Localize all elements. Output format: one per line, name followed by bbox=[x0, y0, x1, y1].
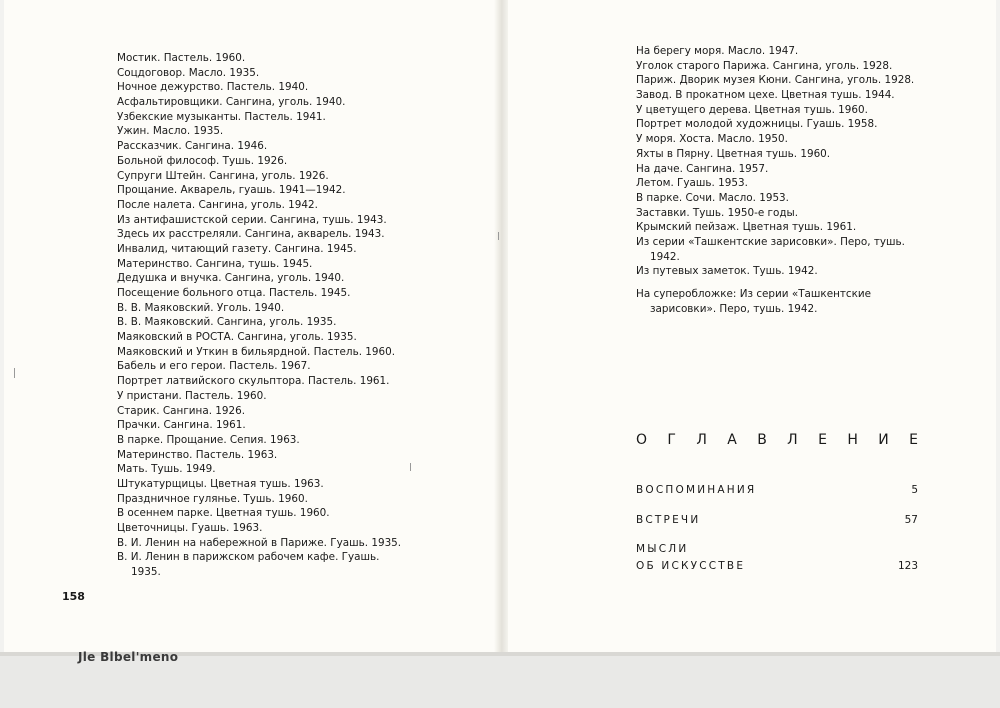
caption-entry: У пристани. Пастель. 1960. bbox=[117, 389, 267, 402]
cover-caption-continuation: зарисовки». Перо, тушь. 1942. bbox=[650, 302, 818, 315]
caption-entry: Материнство. Сангина, тушь. 1945. bbox=[117, 257, 313, 270]
right-page-captions bbox=[636, 44, 936, 316]
caption-entry: Портрет латвийского скульптора. Пастель. 1961. bbox=[117, 375, 390, 388]
toc-title-letter: А bbox=[727, 432, 737, 448]
caption-entry: У моря. Хоста. Масло. 1950. bbox=[636, 133, 788, 146]
caption-entry: В парке. Сочи. Масло. 1953. bbox=[636, 191, 789, 204]
caption-continuation: 1935. bbox=[131, 566, 161, 579]
caption-entry: Асфальтировщики. Сангина, уголь. 1940. bbox=[117, 96, 346, 109]
toc-title bbox=[636, 432, 918, 448]
toc-title-letter: И bbox=[878, 432, 889, 448]
caption-entry: Летом. Гуашь. 1953. bbox=[636, 177, 748, 190]
toc-item-memories bbox=[636, 484, 918, 496]
page-number: 158 bbox=[62, 590, 85, 603]
toc-item-page: 57 bbox=[904, 514, 918, 526]
toc-title-letter: Г bbox=[667, 432, 676, 448]
caption-entry: Заставки. Тушь. 1950-е годы. bbox=[636, 206, 799, 219]
caption-entry: Узбекские музыканты. Пастель. 1941. bbox=[117, 110, 326, 123]
cover-caption: На суперобложке: Из серии «Ташкентские bbox=[636, 288, 872, 300]
caption-entry: У цветущего дерева. Цветная тушь. 1960. bbox=[636, 103, 868, 116]
caption-entry: Из антифашистской серии. Сангина, тушь. 1943. bbox=[117, 213, 387, 226]
caption-entry: Дедушка и внучка. Сангина, уголь. 1940. bbox=[117, 272, 345, 285]
caption-entry: Ужин. Масло. 1935. bbox=[117, 125, 224, 138]
toc-title-letter: Н bbox=[847, 432, 858, 448]
caption-entry: Крымский пейзаж. Цветная тушь. 1961. bbox=[636, 221, 857, 234]
toc-item-thoughts bbox=[636, 560, 918, 572]
caption-entry: После налета. Сангина, уголь. 1942. bbox=[117, 198, 318, 211]
toc-item-label: ВСТРЕЧИ bbox=[636, 514, 701, 526]
toc-item-thoughts-line1: МЫСЛИ bbox=[636, 543, 689, 555]
caption-entry: На берегу моря. Масло. 1947. bbox=[636, 45, 799, 57]
toc-item-page: 123 bbox=[897, 560, 918, 572]
caption-entry: Инвалид, читающий газету. Сангина. 1945. bbox=[117, 242, 357, 255]
caption-entry: Материнство. Пастель. 1963. bbox=[117, 448, 278, 461]
caption-entry: Мать. Тушь. 1949. bbox=[117, 463, 216, 476]
toc-title-letter: Л bbox=[696, 432, 707, 448]
book-gutter bbox=[494, 0, 508, 652]
toc-item-page: 5 bbox=[911, 484, 918, 496]
toc-item-meetings bbox=[636, 514, 918, 526]
underlay-text: Jle Blbel'meno bbox=[78, 650, 179, 664]
caption-entry: В. В. Маяковский. Сангина, уголь. 1935. bbox=[117, 316, 337, 329]
toc-item-label: ОБ ИСКУССТВЕ bbox=[636, 560, 746, 572]
caption-entry: В. И. Ленин в парижском рабочем кафе. Гуашь. bbox=[117, 551, 380, 564]
caption-entry: В парке. Прощание. Сепия. 1963. bbox=[117, 433, 300, 446]
caption-entry: Маяковский в РОСТА. Сангина, уголь. 1935. bbox=[117, 331, 357, 344]
left-page-captions bbox=[117, 51, 477, 580]
caption-entry: В. И. Ленин на набережной в Париже. Гуашь. 1935. bbox=[117, 536, 402, 549]
toc-title-letter: Л bbox=[787, 432, 798, 448]
caption-entry: Больной философ. Тушь. 1926. bbox=[117, 154, 288, 167]
toc-title-letter: Е bbox=[909, 432, 918, 448]
caption-entry: Прощание. Акварель, гуашь. 1941—1942. bbox=[117, 184, 346, 197]
toc-title-letter: В bbox=[757, 432, 767, 448]
caption-entry: Супруги Штейн. Сангина, уголь. 1926. bbox=[117, 169, 329, 182]
caption-entry: Старик. Сангина. 1926. bbox=[117, 404, 246, 417]
caption-entry: Рассказчик. Сангина. 1946. bbox=[117, 140, 268, 153]
caption-entry: Париж. Дворик музея Кюни. Сангина, уголь. 1928. bbox=[636, 74, 915, 87]
caption-entry: Здесь их расстреляли. Сангина, акварель. 1943. bbox=[117, 228, 385, 241]
caption-entry: Цветочницы. Гуашь. 1963. bbox=[117, 522, 263, 534]
caption-entry: Мостик. Пастель. 1960. bbox=[117, 52, 246, 64]
stray-mark bbox=[410, 463, 411, 471]
caption-entry: Яхты в Пярну. Цветная тушь. 1960. bbox=[636, 147, 831, 160]
caption-entry: Из серии «Ташкентские зарисовки». Перо, тушь. bbox=[636, 235, 905, 248]
caption-entry: В осеннем парке. Цветная тушь. 1960. bbox=[117, 507, 330, 520]
caption-entry: Уголок старого Парижа. Сангина, уголь. 1928. bbox=[636, 59, 893, 72]
caption-entry: Завод. В прокатном цехе. Цветная тушь. 1944. bbox=[636, 89, 895, 102]
spacer bbox=[636, 279, 936, 287]
caption-continuation: 1942. bbox=[650, 250, 680, 263]
caption-entry: Портрет молодой художницы. Гуашь. 1958. bbox=[636, 118, 878, 131]
toc-item-label: ВОСПОМИНАНИЯ bbox=[636, 484, 757, 496]
caption-entry: Бабель и его герои. Пастель. 1967. bbox=[117, 360, 311, 373]
margin-mark bbox=[14, 368, 15, 378]
caption-entry: Посещение больного отца. Пастель. 1945. bbox=[117, 287, 351, 299]
caption-entry: Из путевых заметок. Тушь. 1942. bbox=[636, 265, 818, 278]
caption-entry: Маяковский и Уткин в бильярдной. Пастель. 1960. bbox=[117, 345, 396, 358]
caption-entry: Праздничное гулянье. Тушь. 1960. bbox=[117, 492, 308, 505]
caption-entry: Соцдоговор. Масло. 1935. bbox=[117, 66, 260, 79]
caption-entry: Штукатурщицы. Цветная тушь. 1963. bbox=[117, 477, 324, 490]
caption-entry: Ночное дежурство. Пастель. 1940. bbox=[117, 81, 309, 94]
gutter-mark bbox=[498, 232, 499, 240]
toc-title-letter: Е bbox=[818, 432, 827, 448]
caption-entry: На даче. Сангина. 1957. bbox=[636, 162, 769, 175]
caption-entry: Прачки. Сангина. 1961. bbox=[117, 419, 246, 432]
toc-title-letter: О bbox=[636, 432, 648, 448]
caption-entry: В. В. Маяковский. Уголь. 1940. bbox=[117, 301, 285, 314]
